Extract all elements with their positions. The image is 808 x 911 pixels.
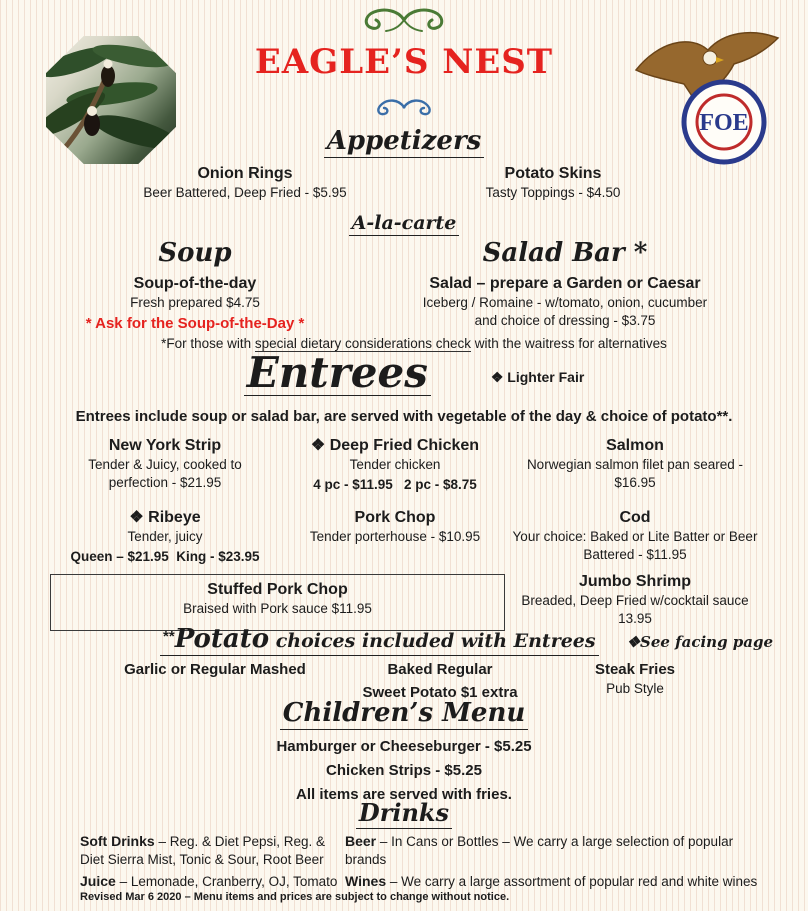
child-menu-line: Chicken Strips - $5.25	[326, 762, 482, 779]
item-name: Cod	[619, 509, 651, 526]
menu-item-jumbo-shrimp	[490, 572, 780, 631]
menu-item-potato-skins	[430, 164, 676, 202]
item-name: Jumbo Shrimp	[578, 573, 691, 590]
option-label: Garlic or Regular Mashed	[124, 661, 306, 678]
child-menu-line: Hamburger or Cheeseburger - $5.25	[276, 738, 532, 755]
salad-column	[390, 238, 740, 332]
item-name: ❖ Ribeye	[129, 509, 201, 526]
menu-item-salmon	[490, 436, 780, 500]
drink-label: Wines	[345, 873, 387, 890]
drink-entry-juice	[80, 872, 345, 891]
menu-item-deep-fried-chicken	[300, 436, 490, 500]
see-facing-page-note: ❖See facing page	[626, 633, 774, 651]
entrees-intro: Entrees include soup or salad bar, are served with vegetable of the day & choice of potato**.	[75, 408, 733, 425]
item-desc: Beer Battered, Deep Fried - $5.95	[143, 185, 347, 200]
item-desc: and choice of dressing - $3.75	[474, 312, 656, 328]
menu-item-ribeye	[30, 508, 300, 564]
potato-word: Potato	[174, 624, 270, 654]
flourish-ornament-icon	[364, 96, 444, 118]
item-name: Pork Chop	[354, 509, 436, 526]
childrens-menu-heading: Children’s Menu	[280, 698, 529, 730]
salad-heading: Salad Bar *	[482, 238, 648, 268]
item-prices: 13.95	[618, 610, 652, 626]
potato-header	[0, 624, 808, 656]
item-name: Potato Skins	[504, 165, 602, 182]
item-name: Stuffed Pork Chop	[207, 581, 348, 598]
drinks-left-column	[80, 832, 345, 894]
alacarte-section	[0, 238, 808, 332]
drinks-heading: Drinks	[356, 798, 452, 829]
foe-letters: FOE	[699, 110, 749, 136]
drinks-section	[0, 832, 808, 894]
drink-text: – Lemonade, Cranberry, OJ, Tomato	[115, 874, 338, 890]
drink-label: Beer	[345, 833, 377, 849]
item-desc: Tender & Juicy, cooked to perfection - $21.95	[88, 457, 242, 490]
soup-column	[0, 238, 390, 332]
item-prices: Queen – $21.95 King - $23.95	[70, 548, 260, 564]
scroll-ornament	[0, 6, 808, 39]
drink-text: – We carry a large assortment of popular red and white wines	[386, 874, 758, 890]
item-desc: Tender porterhouse - $10.95	[309, 529, 481, 544]
item-desc: Fresh prepared $4.75	[130, 295, 260, 310]
menu-item-stuffed-pork-chop	[50, 574, 505, 631]
drinks-right-column	[345, 832, 765, 894]
appetizers-heading: Appetizers	[324, 126, 485, 158]
option-sublabel: Pub Style	[606, 680, 664, 696]
soup-ask-note: * Ask for the Soup-of-the-Day *	[85, 314, 305, 332]
soup-heading: Soup	[158, 238, 232, 268]
item-name: ❖ Deep Fried Chicken	[310, 437, 480, 454]
lighter-fair-note: ❖ Lighter Fair	[490, 369, 585, 385]
item-desc: Breaded, Deep Fried w/cocktail sauce	[521, 593, 749, 608]
item-name: Soup-of-the-day	[133, 275, 257, 292]
item-name: Onion Rings	[197, 165, 293, 182]
item-name: Salad – prepare a Garden or Caesar	[429, 275, 701, 292]
potato-heading	[160, 624, 599, 656]
child-menu-line: All items are served with fries.	[296, 786, 512, 803]
potato-option-mashed	[90, 660, 340, 702]
item-name: Salmon	[606, 437, 664, 454]
menu-item-new-york-strip	[30, 436, 300, 500]
entrees-grid	[0, 436, 808, 631]
revision-footer: Revised Mar 6 2020 – Menu items and prices are subject to change without notice.	[80, 891, 510, 903]
page-title: EAGLE’S NEST	[254, 42, 554, 82]
flourish-ornament	[0, 96, 808, 123]
potato-options	[0, 660, 808, 702]
dietary-note-post: with the waitress for alternatives	[471, 336, 667, 351]
menu-item-pork-chop	[300, 508, 490, 564]
drink-label: Soft Drinks	[80, 833, 155, 849]
item-prices: 4 pc - $11.95 2 pc - $8.75	[313, 476, 477, 492]
menu-item-cod	[490, 508, 780, 564]
scroll-ornament-icon	[354, 6, 454, 34]
item-desc: Braised with Pork sauce $11.95	[183, 601, 372, 616]
drink-entry-soft-drinks	[80, 832, 345, 869]
item-desc: Your choice: Baked or Lite Batter or Beer Battered - $11.95	[512, 529, 758, 562]
option-label: Baked Regular	[387, 661, 493, 678]
item-desc: Iceberg / Romaine - w/tomato, onion, cucumber	[422, 295, 708, 310]
potato-option-steak-fries	[540, 660, 730, 702]
alacarte-heading: A-la-carte	[349, 212, 460, 236]
item-desc: Tender, juicy	[127, 529, 203, 544]
drink-entry-beer	[345, 832, 765, 869]
drink-label: Juice	[80, 873, 116, 890]
drink-text: – Reg. & Diet Pepsi, Reg. & Diet Sierra Mist, Tonic & Sour, Root Beer	[80, 834, 326, 868]
dietary-note-pre: *For those with	[161, 336, 255, 351]
option-label: Sweet Potato $1 extra	[362, 683, 518, 701]
item-name: New York Strip	[108, 437, 222, 454]
item-desc: Norwegian salmon filet pan seared - $16.95	[526, 457, 744, 490]
potato-stars: **	[163, 628, 175, 645]
option-label: Steak Fries	[594, 661, 676, 678]
drink-text: – In Cans or Bottles – We carry a large selection of popular brands	[345, 834, 734, 868]
appetizers-row	[0, 164, 808, 202]
potato-option-baked	[340, 660, 540, 702]
dietary-note-underlined: special dietary considerations check	[254, 336, 472, 351]
item-desc: Tender chicken	[349, 457, 441, 472]
item-desc: Tasty Toppings - $4.50	[485, 185, 621, 200]
potato-heading-rest: choices included with Entrees	[269, 630, 596, 652]
drink-entry-wines	[345, 872, 765, 891]
entrees-heading: Entrees	[244, 352, 431, 396]
menu-item-onion-rings	[60, 164, 430, 202]
entrees-header	[10, 348, 808, 397]
